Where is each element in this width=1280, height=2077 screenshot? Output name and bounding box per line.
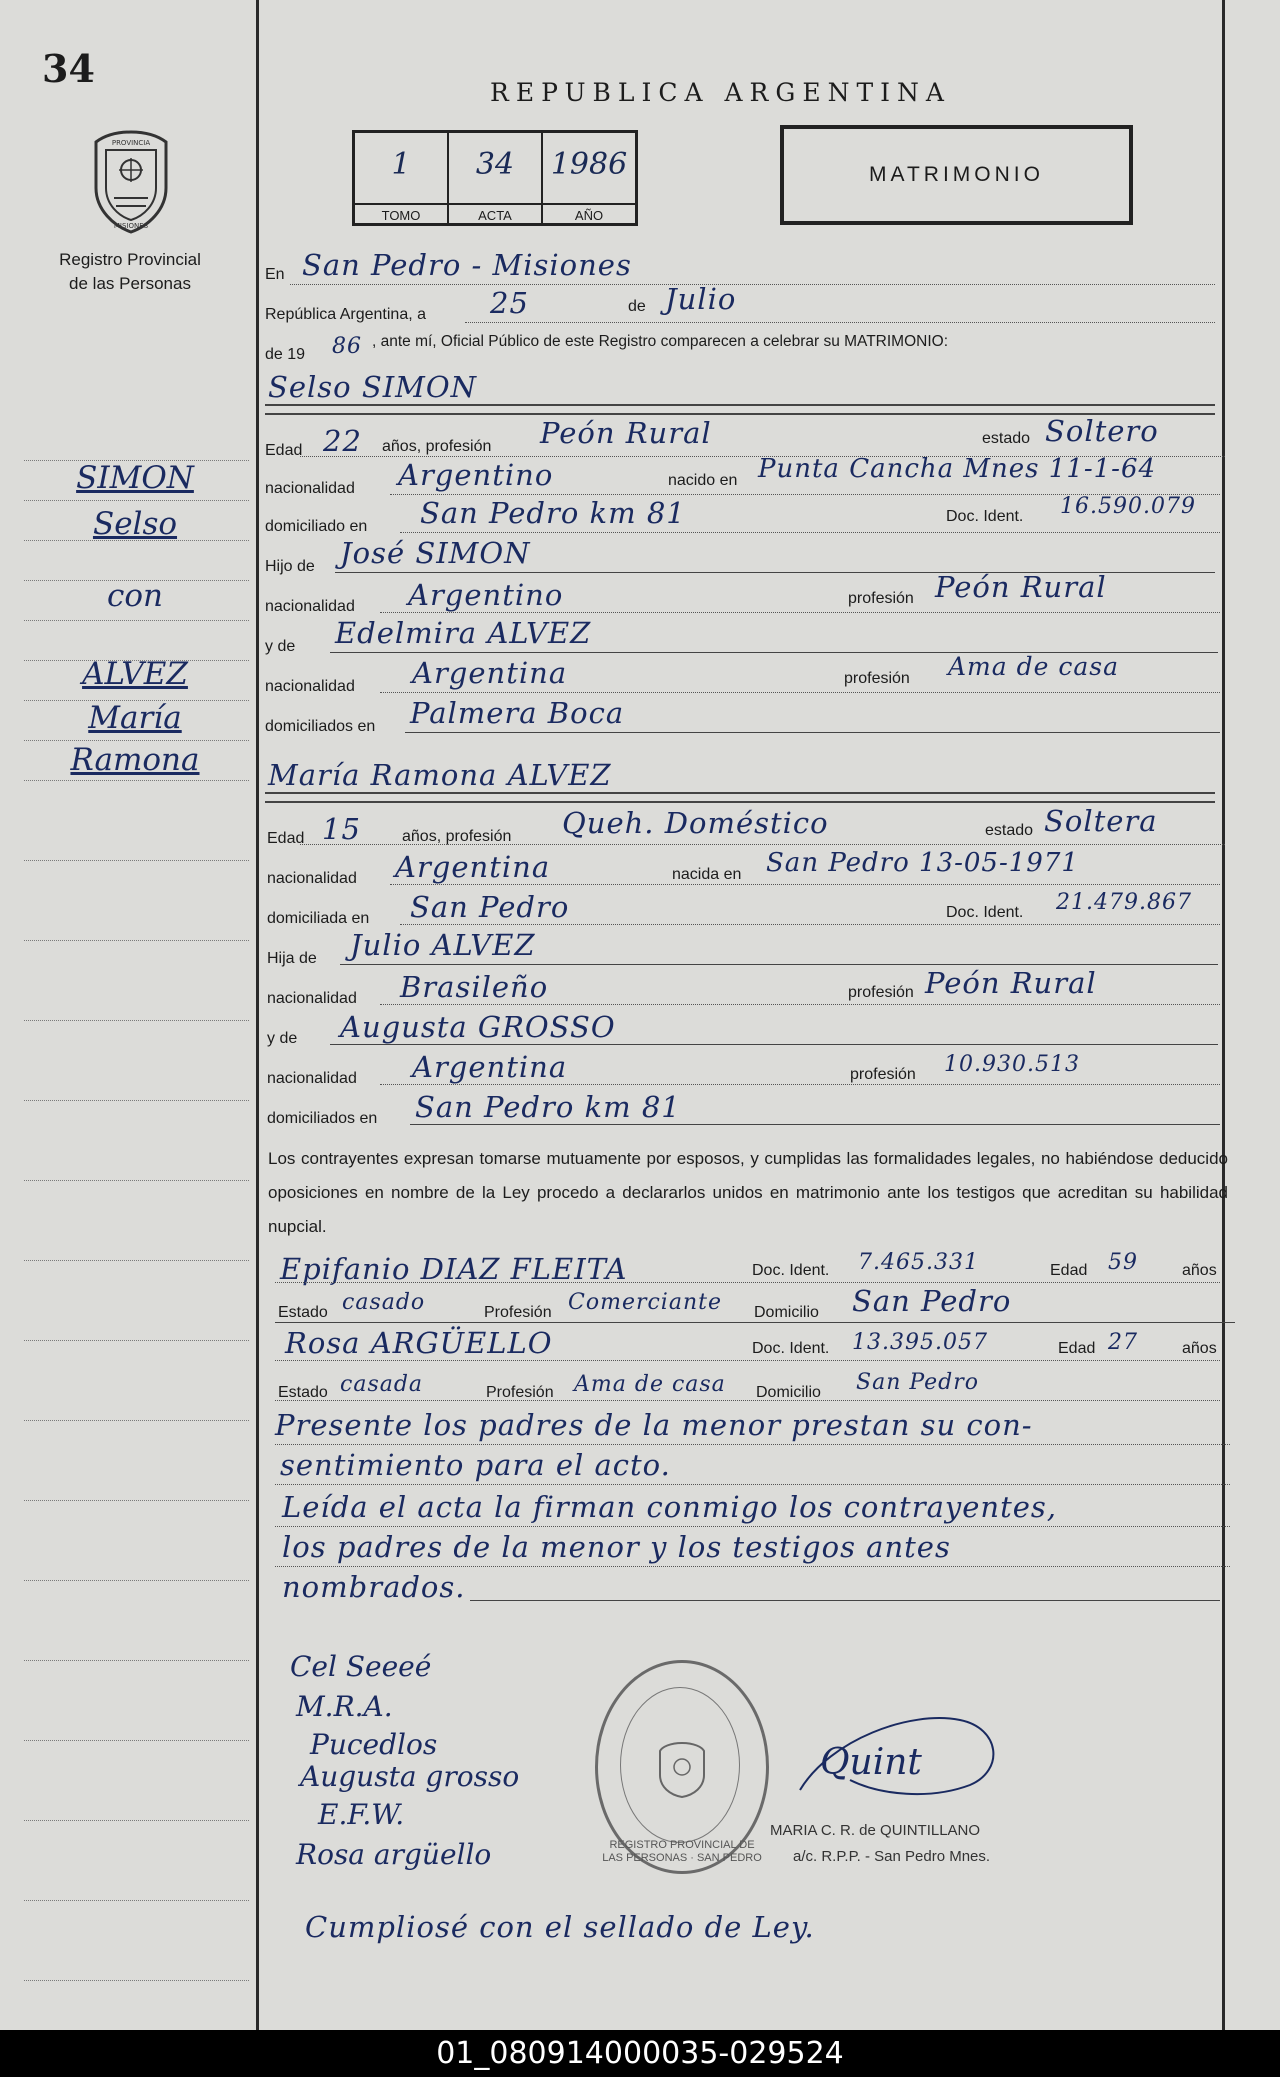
margin-rule: [256, 0, 259, 2030]
name-line: [265, 792, 1215, 794]
margin-line: [24, 940, 249, 941]
name-line: [265, 404, 1215, 406]
witness-2-name: Rosa ARGÜELLO: [285, 1326, 553, 1360]
svg-text:MISIONES: MISIONES: [113, 222, 149, 230]
right-edge-rule: [1222, 0, 1225, 2030]
note-line: Presente los padres de la menor prestan su con-: [275, 1408, 1033, 1442]
month-value: Julio: [665, 282, 737, 316]
day-value: 25: [490, 286, 529, 320]
fill-dots: [300, 844, 1225, 845]
margin-given-name: María: [88, 700, 182, 736]
acta-cell: [449, 133, 543, 223]
witness-1-doc: 7.465.331: [858, 1250, 979, 1275]
margin-given-name: Selso: [92, 506, 178, 542]
fill-line: [410, 1124, 1220, 1125]
fill-dots: [380, 692, 1220, 693]
statement-text: , ante mí, Oficial Público de este Registro comparecen a celebrar su MATRIMONIO:: [372, 333, 949, 350]
organization-line: Registro Provincial: [59, 250, 201, 269]
organization-name: [30, 248, 230, 296]
margin-surname: SIMON: [76, 460, 194, 496]
margin-line: [24, 1420, 249, 1421]
fill-line: [275, 1322, 1235, 1323]
bride-madre: Augusta GROSSO: [340, 1010, 616, 1044]
fill-dots: [275, 1566, 1230, 1567]
groom-madre: Edelmira ALVEZ: [335, 616, 592, 650]
margin-line: [24, 1020, 249, 1021]
edad-label: Edad: [1050, 1262, 1088, 1279]
doc-label: Doc. Ident.: [752, 1340, 830, 1357]
signature: Augusta grosso: [300, 1760, 520, 1793]
declaration-text: Los contrayentes expresan tomarse mutuamente por esposos, y cumplidas las formalidades legales, no habiéndose deducido oposiciones en nombre de la Ley procedo a declararlos unidos en matrimonio ante los testigos que acreditan su habilidad nupcial.: [268, 1149, 1228, 1236]
fill-dots: [390, 884, 1220, 885]
margin-line: [24, 500, 249, 501]
groom-padre: José SIMON: [340, 536, 531, 570]
margin-line: [24, 1740, 249, 1741]
nacionalidad-label: nacionalidad: [267, 990, 357, 1007]
groom-padres-domicilio: Palmera Boca: [410, 696, 625, 730]
edad-label: Edad: [267, 830, 305, 847]
anio-cell: [543, 133, 635, 223]
profesion-label: Profesión: [484, 1304, 552, 1321]
svg-text:PROVINCIA: PROVINCIA: [111, 139, 151, 147]
anos-profesion-label: años, profesión: [402, 828, 512, 845]
witness-1-edad: 59: [1108, 1250, 1138, 1275]
fill-dots: [275, 1360, 1220, 1361]
bride-nacionalidad: Argentina: [395, 850, 551, 884]
stamp-line: MARIA C. R. de QUINTILLANO: [770, 1822, 981, 1839]
note-line: sentimiento para el acto.: [280, 1448, 671, 1482]
groom-edad: 22: [323, 424, 362, 458]
en-label: En: [265, 266, 285, 283]
margin-surname: ALVEZ: [82, 656, 188, 692]
fill-dots: [400, 924, 1220, 925]
year-suffix: 86: [332, 334, 362, 359]
bride-padre-profesion: Peón Rural: [925, 966, 1097, 1000]
profesion-label: profesión: [844, 670, 910, 687]
fill-dots: [275, 1526, 1230, 1527]
bride-domicilio: San Pedro: [410, 890, 570, 924]
fill-dots: [275, 1484, 1230, 1485]
margin-line: [24, 1580, 249, 1581]
anos-label: años: [1182, 1340, 1217, 1357]
de-label: de: [628, 298, 646, 315]
witness-2-estado: casada: [340, 1372, 424, 1397]
hijo-label: Hijo de: [265, 558, 315, 575]
groom-nacionalidad: Argentino: [398, 458, 554, 492]
country-title: REPUBLICA ARGENTINA: [490, 78, 951, 107]
nacida-label: nacida en: [672, 866, 742, 883]
nacionalidad-label: nacionalidad: [265, 598, 355, 615]
fill-dots: [275, 1444, 1230, 1445]
anio-value: 1986: [550, 147, 628, 182]
margin-line: [24, 1340, 249, 1341]
fill-dots: [380, 1004, 1220, 1005]
margin-line: [24, 1500, 249, 1501]
witness-1-profesion: Comerciante: [568, 1290, 722, 1315]
witness-1-estado: casado: [342, 1290, 426, 1315]
witness-1-domicilio: San Pedro: [852, 1284, 1012, 1318]
bride-name: María Ramona ALVEZ: [268, 758, 612, 792]
margin-connector: con: [107, 578, 163, 614]
domiciliados-label: domiciliados en: [265, 718, 376, 735]
seal-text: REGISTRO PROVINCIAL DE LAS PERSONAS · SAN PEDRO: [602, 1839, 762, 1864]
anos-label: años: [1182, 1262, 1217, 1279]
nacionalidad-label: nacionalidad: [265, 678, 355, 695]
groom-domicilio: San Pedro km 81: [420, 496, 686, 530]
official-signature: Quint: [820, 1742, 922, 1783]
yde-label: y de: [265, 638, 296, 655]
name-line: [265, 801, 1215, 803]
domiciliado-label: domiciliado en: [265, 518, 368, 535]
bride-estado: Soltera: [1044, 804, 1158, 838]
tomo-label: TOMO: [355, 203, 447, 223]
profesion-label: profesión: [848, 590, 914, 607]
hija-label: Hija de: [267, 950, 317, 967]
groom-madre-nacionalidad: Argentina: [412, 656, 568, 690]
provincial-crest-icon: [86, 128, 176, 236]
groom-name: Selso SIMON: [268, 370, 478, 404]
stamp-line: a/c. R.P.P. - San Pedro Mnes.: [793, 1848, 991, 1865]
edad-label: Edad: [1058, 1340, 1096, 1357]
bride-profesion: Queh. Doméstico: [562, 806, 829, 840]
record-type: MATRIMONIO: [780, 125, 1133, 225]
estado-label: estado: [985, 822, 1034, 839]
margin-line: [24, 1180, 249, 1181]
margin-line: [24, 1260, 249, 1261]
doc-label: Doc. Ident.: [946, 904, 1024, 921]
profesion-label: profesión: [848, 984, 914, 1001]
profesion-label: profesión: [850, 1066, 916, 1083]
witness-2-domicilio: San Pedro: [856, 1370, 980, 1395]
nacionalidad-label: nacionalidad: [267, 870, 357, 887]
bride-padre: Julio ALVEZ: [350, 928, 536, 962]
domicilio-label: Domicilio: [754, 1304, 819, 1321]
registry-seal: [595, 1660, 769, 1874]
fill-dots: [380, 612, 1220, 613]
doc-label: Doc. Ident.: [752, 1262, 830, 1279]
groom-padre-profesion: Peón Rural: [935, 570, 1107, 604]
fill-line: [470, 1600, 1220, 1601]
yde-label: y de: [267, 1030, 298, 1047]
groom-padre-nacionalidad: Argentino: [408, 578, 564, 612]
domiciliada-label: domiciliada en: [267, 910, 370, 927]
margin-line: [24, 1980, 249, 1981]
nacido-label: nacido en: [668, 472, 738, 489]
fill-dots: [290, 284, 1215, 285]
signature-flourish-icon: [790, 1700, 1020, 1810]
margin-line: [24, 1820, 249, 1821]
witness-2-doc: 13.395.057: [852, 1330, 988, 1355]
nacionalidad-label: nacionalidad: [265, 480, 355, 497]
estado-label: Estado: [278, 1304, 328, 1321]
margin-line: [24, 1900, 249, 1901]
fill-dots: [275, 1400, 1220, 1401]
fill-dots: [380, 1084, 1220, 1085]
bride-doc: 21.479.867: [1056, 890, 1192, 915]
note-line: los padres de la menor y los testigos antes: [282, 1530, 951, 1564]
bride-nacida: San Pedro 13-05-1971: [766, 848, 1079, 878]
signature: Cel Seeeé: [290, 1650, 432, 1683]
record-id-box: [352, 130, 638, 226]
closing-note: Cumpliosé con el sellado de Ley.: [305, 1910, 815, 1944]
estado-label: estado: [982, 430, 1031, 447]
estado-label: Estado: [278, 1384, 328, 1401]
profesion-label: Profesión: [486, 1384, 554, 1401]
witness-2-profesion: Ama de casa: [574, 1372, 726, 1397]
signature: E.F.W.: [318, 1798, 405, 1831]
fill-line: [330, 1044, 1218, 1045]
fill-dots: [465, 322, 1215, 323]
footer-code: 01_080914000035-029524: [0, 2030, 1280, 2077]
domiciliados-label: domiciliados en: [267, 1110, 378, 1127]
bride-madre-profesion: 10.930.513: [944, 1052, 1080, 1077]
witness-2-edad: 27: [1108, 1330, 1138, 1355]
note-line: nombrados.: [282, 1570, 466, 1604]
signature: Pucedlos: [310, 1728, 438, 1761]
page-number: 34: [42, 46, 95, 91]
acta-label: ACTA: [449, 203, 541, 223]
margin-line: [24, 620, 249, 621]
fill-line: [340, 964, 1218, 965]
bride-edad: 15: [322, 812, 361, 846]
signature: M.R.A.: [296, 1690, 393, 1723]
tomo-cell: [355, 133, 449, 223]
tomo-value: 1: [391, 147, 411, 182]
place-value: San Pedro - Misiones: [302, 248, 632, 282]
margin-line: [24, 860, 249, 861]
witness-1-name: Epifanio DIAZ FLEITA: [280, 1252, 628, 1286]
note-line: Leída el acta la firman conmigo los contrayentes,: [282, 1490, 1058, 1524]
fill-dots: [275, 1282, 1220, 1283]
fill-dots: [400, 532, 1220, 533]
groom-estado: Soltero: [1045, 414, 1159, 448]
year-prefix: de 19: [265, 346, 306, 363]
signature: Rosa argüello: [296, 1838, 492, 1871]
edad-label: Edad: [265, 442, 303, 459]
bride-padre-nacionalidad: Brasileño: [400, 970, 549, 1004]
groom-doc: 16.590.079: [1060, 494, 1196, 519]
margin-line: [24, 1100, 249, 1101]
organization-line: de las Personas: [69, 274, 191, 293]
margin-given-name: Ramona: [70, 742, 200, 778]
nacionalidad-label: nacionalidad: [267, 1070, 357, 1087]
domicilio-label: Domicilio: [756, 1384, 821, 1401]
bride-padres-domicilio: San Pedro km 81: [415, 1090, 681, 1124]
fill-line: [405, 732, 1220, 733]
groom-nacido: Punta Cancha Mnes 11-1-64: [758, 454, 1157, 484]
anio-label: AÑO: [543, 203, 635, 223]
margin-line: [24, 780, 249, 781]
groom-profesion: Peón Rural: [540, 416, 712, 450]
acta-value: 34: [475, 147, 515, 182]
bride-madre-nacionalidad: Argentina: [412, 1050, 568, 1084]
anos-profesion-label: años, profesión: [382, 438, 492, 455]
margin-line: [24, 740, 249, 741]
seal-crest-icon: [652, 1739, 712, 1799]
margin-line: [24, 1660, 249, 1661]
groom-madre-profesion: Ama de casa: [948, 652, 1119, 681]
doc-label: Doc. Ident.: [946, 508, 1024, 525]
republica-label: República Argentina, a: [265, 306, 426, 323]
